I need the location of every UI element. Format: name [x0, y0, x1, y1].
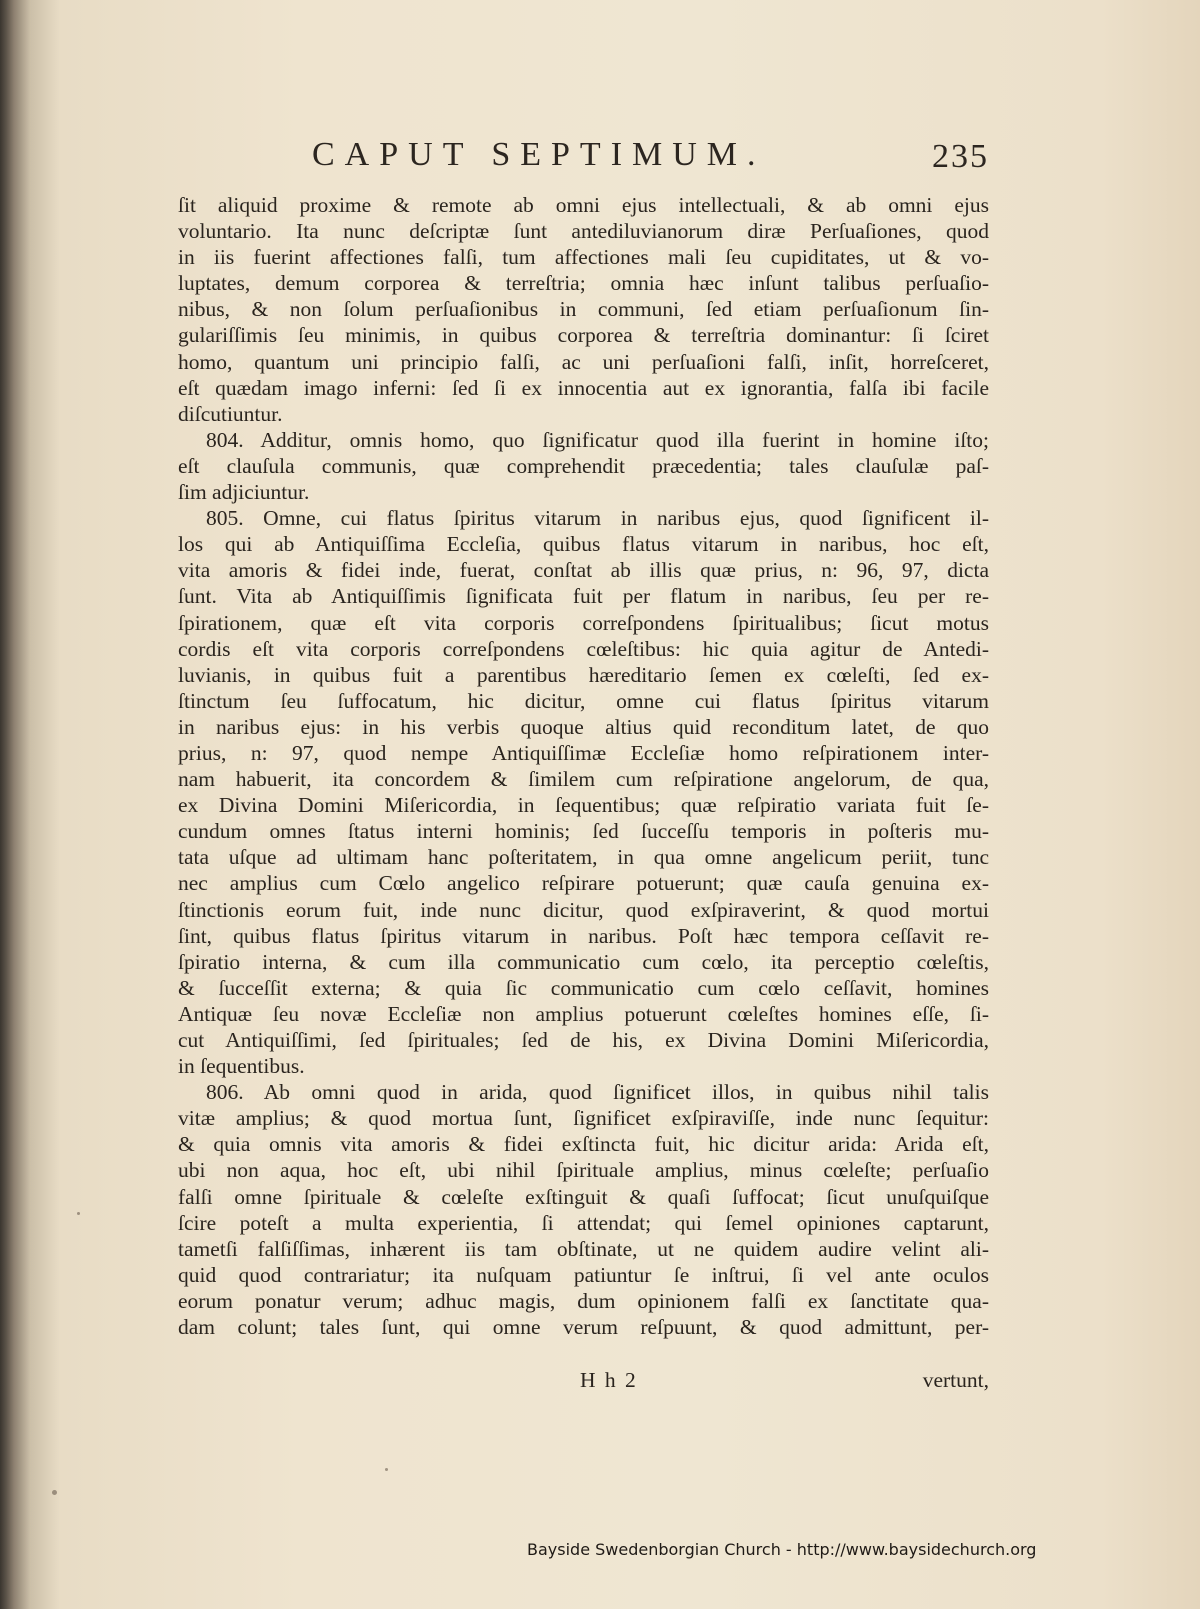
text-line: Antiquæ ſeu novæ Eccleſiæ non amplius potuerunt cœleſtes homines eſſe, ſi-: [178, 1001, 989, 1026]
text-line: in ſequentibus.: [178, 1054, 305, 1079]
text-line: eſt clauſula communis, quæ comprehendit præcedentia; tales clauſulæ paſ-: [178, 453, 989, 478]
text-line: cut Antiquiſſimi, ſed ſpirituales; ſed de his, ex Divina Domini Miſericordia,: [178, 1028, 989, 1052]
text-line: voluntario. Ita nunc deſcriptæ ſunt antediluvianorum diræ Perſuaſiones, quod: [178, 219, 989, 244]
text-line: falſi omne ſpirituale & cœleſte exſtinguit & quaſi ſuffocat; ſicut unuſquiſque: [178, 1184, 989, 1209]
text-line: ſit aliquid proxime & remote ab omni ejus intellectuali, & ab omni ejus: [178, 193, 989, 217]
text-line: luptates, demum corporea & terreſtria; omnia hæc inſunt talibus perſuaſio-: [178, 271, 989, 296]
paragraph-804-start: 804. Additur, omnis homo, quo ſignificatur quod illa fuerint in homine iſto;: [206, 427, 989, 452]
signature-mark: H h 2: [580, 1368, 638, 1392]
text-line: ſpirationem, quæ eſt vita corporis correſpondens ſpiritualibus; ſicut motus: [178, 610, 989, 635]
text-line: quid quod contrariatur; ita nuſquam patiuntur ſe inſtrui, ſi vel ante oculos: [178, 1262, 989, 1287]
text-line: & quia omnis vita amoris & fidei exſtincta fuit, hic dicitur arida: Arida eſt,: [178, 1132, 989, 1157]
text-line: & ſucceſſit externa; & quia ſic communicatio cum cœlo ceſſavit, homines: [178, 975, 989, 1000]
paper-spot: [52, 1490, 57, 1495]
text-line: diſcutiuntur.: [178, 401, 283, 426]
paragraph-805-start: 805. Omne, cui flatus ſpiritus vitarum in naribus ejus, quod ſignificent il-: [206, 506, 989, 531]
paper-spot: [77, 1212, 80, 1215]
paragraph-806-start: 806. Ab omni quod in arida, quod ſignificet illos, in quibus nihil talis: [206, 1080, 989, 1105]
text-line: eſt quædam imago inferni: ſed ſi ex innocentia aut ex ignorantia, falſa ibi facile: [178, 375, 989, 400]
text-line: ſunt. Vita ab Antiquiſſimis ſignificata fuit per flatum in naribus, ſeu per re-: [178, 584, 989, 609]
text-line: ubi non aqua, hoc eſt, ubi nihil ſpirituale amplius, minus cœleſte; perſuaſio: [178, 1158, 989, 1183]
text-line: nibus, & non ſolum perſuaſionibus in communi, ſed etiam perſuaſionum ſin-: [178, 297, 989, 322]
text-line: los qui ab Antiquiſſima Eccleſia, quibus flatus vitarum in naribus, hoc eſt,: [178, 532, 989, 557]
page-number: 235: [932, 138, 989, 175]
text-line: cundum omnes ſtatus interni hominis; ſed ſucceſſu temporis in poſteris mu-: [178, 819, 989, 844]
text-line: tametſi falſiſſimas, inhærent iis tam obſtinate, ut ne quidem audire velint ali-: [178, 1236, 989, 1261]
text-line: vitæ amplius; & quod mortua ſunt, ſignificet exſpiraviſſe, inde nunc ſequitur:: [178, 1106, 989, 1131]
text-line: in naribus ejus: in his verbis quoque altius quid reconditum latet, de quo: [178, 714, 989, 739]
text-line: cordis eſt vita corporis correſpondens cœleſtibus: hic quia agitur de Antedi-: [178, 636, 989, 661]
text-line: in iis fuerint affectiones falſi, tum affectiones mali ſeu cupiditates, ut & vo-: [178, 245, 989, 270]
page-footer: [178, 1368, 989, 1398]
text-line: homo, quantum uni principio falſi, ac uni perſuaſioni falſi, inſit, horreſceret,: [178, 349, 989, 374]
text-line: luvianis, in quibus fuit a parentibus hæreditario ſemen ex cœleſti, ſed ex-: [178, 662, 989, 687]
running-title: CAPUT SEPTIMUM.: [312, 136, 766, 173]
text-line: ſim adjiciuntur.: [178, 480, 310, 505]
page-header: [0, 136, 1200, 186]
text-line: tata uſque ad ultimam hanc poſteritatem, in qua omne angelicum periit, tunc: [178, 845, 989, 870]
text-line: ſpiratio interna, & cum illa communicatio cum cœlo, ita perceptio cœleſtis,: [178, 949, 989, 974]
text-line: gulariſſimis ſeu minimis, in quibus corporea & terreſtria dominantur: ſi ſciret: [178, 323, 989, 348]
text-line: ſtinctum ſeu ſuffocatum, hic dicitur, omne cui flatus ſpiritus vitarum: [178, 688, 989, 713]
text-line: nec amplius cum Cœlo angelico reſpirare potuerunt; quæ cauſa genuina ex-: [178, 871, 989, 896]
body-text: [178, 192, 989, 1340]
text-line: ſint, quibus flatus ſpiritus vitarum in naribus. Poſt hæc tempora ceſſavit re-: [178, 923, 989, 948]
text-line: prius, n: 97, quod nempe Antiquiſſimæ Eccleſiæ homo reſpirationem inter-: [178, 740, 989, 765]
watermark-text: Bayside Swedenborgian Church - http://www.baysidechurch.org: [527, 1540, 1037, 1559]
text-line: dam colunt; tales ſunt, qui omne verum reſpuunt, & quod admittunt, per-: [178, 1315, 989, 1340]
text-line: ſtinctionis eorum fuit, inde nunc dicitur, quod exſpiraverint, & quod mortui: [178, 897, 989, 922]
text-line: eorum ponatur verum; adhuc magis, dum opinionem falſi ex ſanctitate qua-: [178, 1288, 989, 1313]
text-line: ex Divina Domini Miſericordia, in ſequentibus; quæ reſpiratio variata fuit ſe-: [178, 793, 989, 818]
text-line: ſcire poteſt a multa experientia, ſi attendat; qui ſemel opiniones captarunt,: [178, 1210, 989, 1235]
catchword: vertunt,: [922, 1368, 989, 1392]
text-line: vita amoris & fidei inde, fuerat, conſtat ab illis quæ prius, n: 96, 97, dicta: [178, 558, 989, 583]
paper-spot: [385, 1468, 388, 1471]
text-line: nam habuerit, ita concordem & ſimilem cum reſpiratione angelorum, de qua,: [178, 767, 989, 792]
